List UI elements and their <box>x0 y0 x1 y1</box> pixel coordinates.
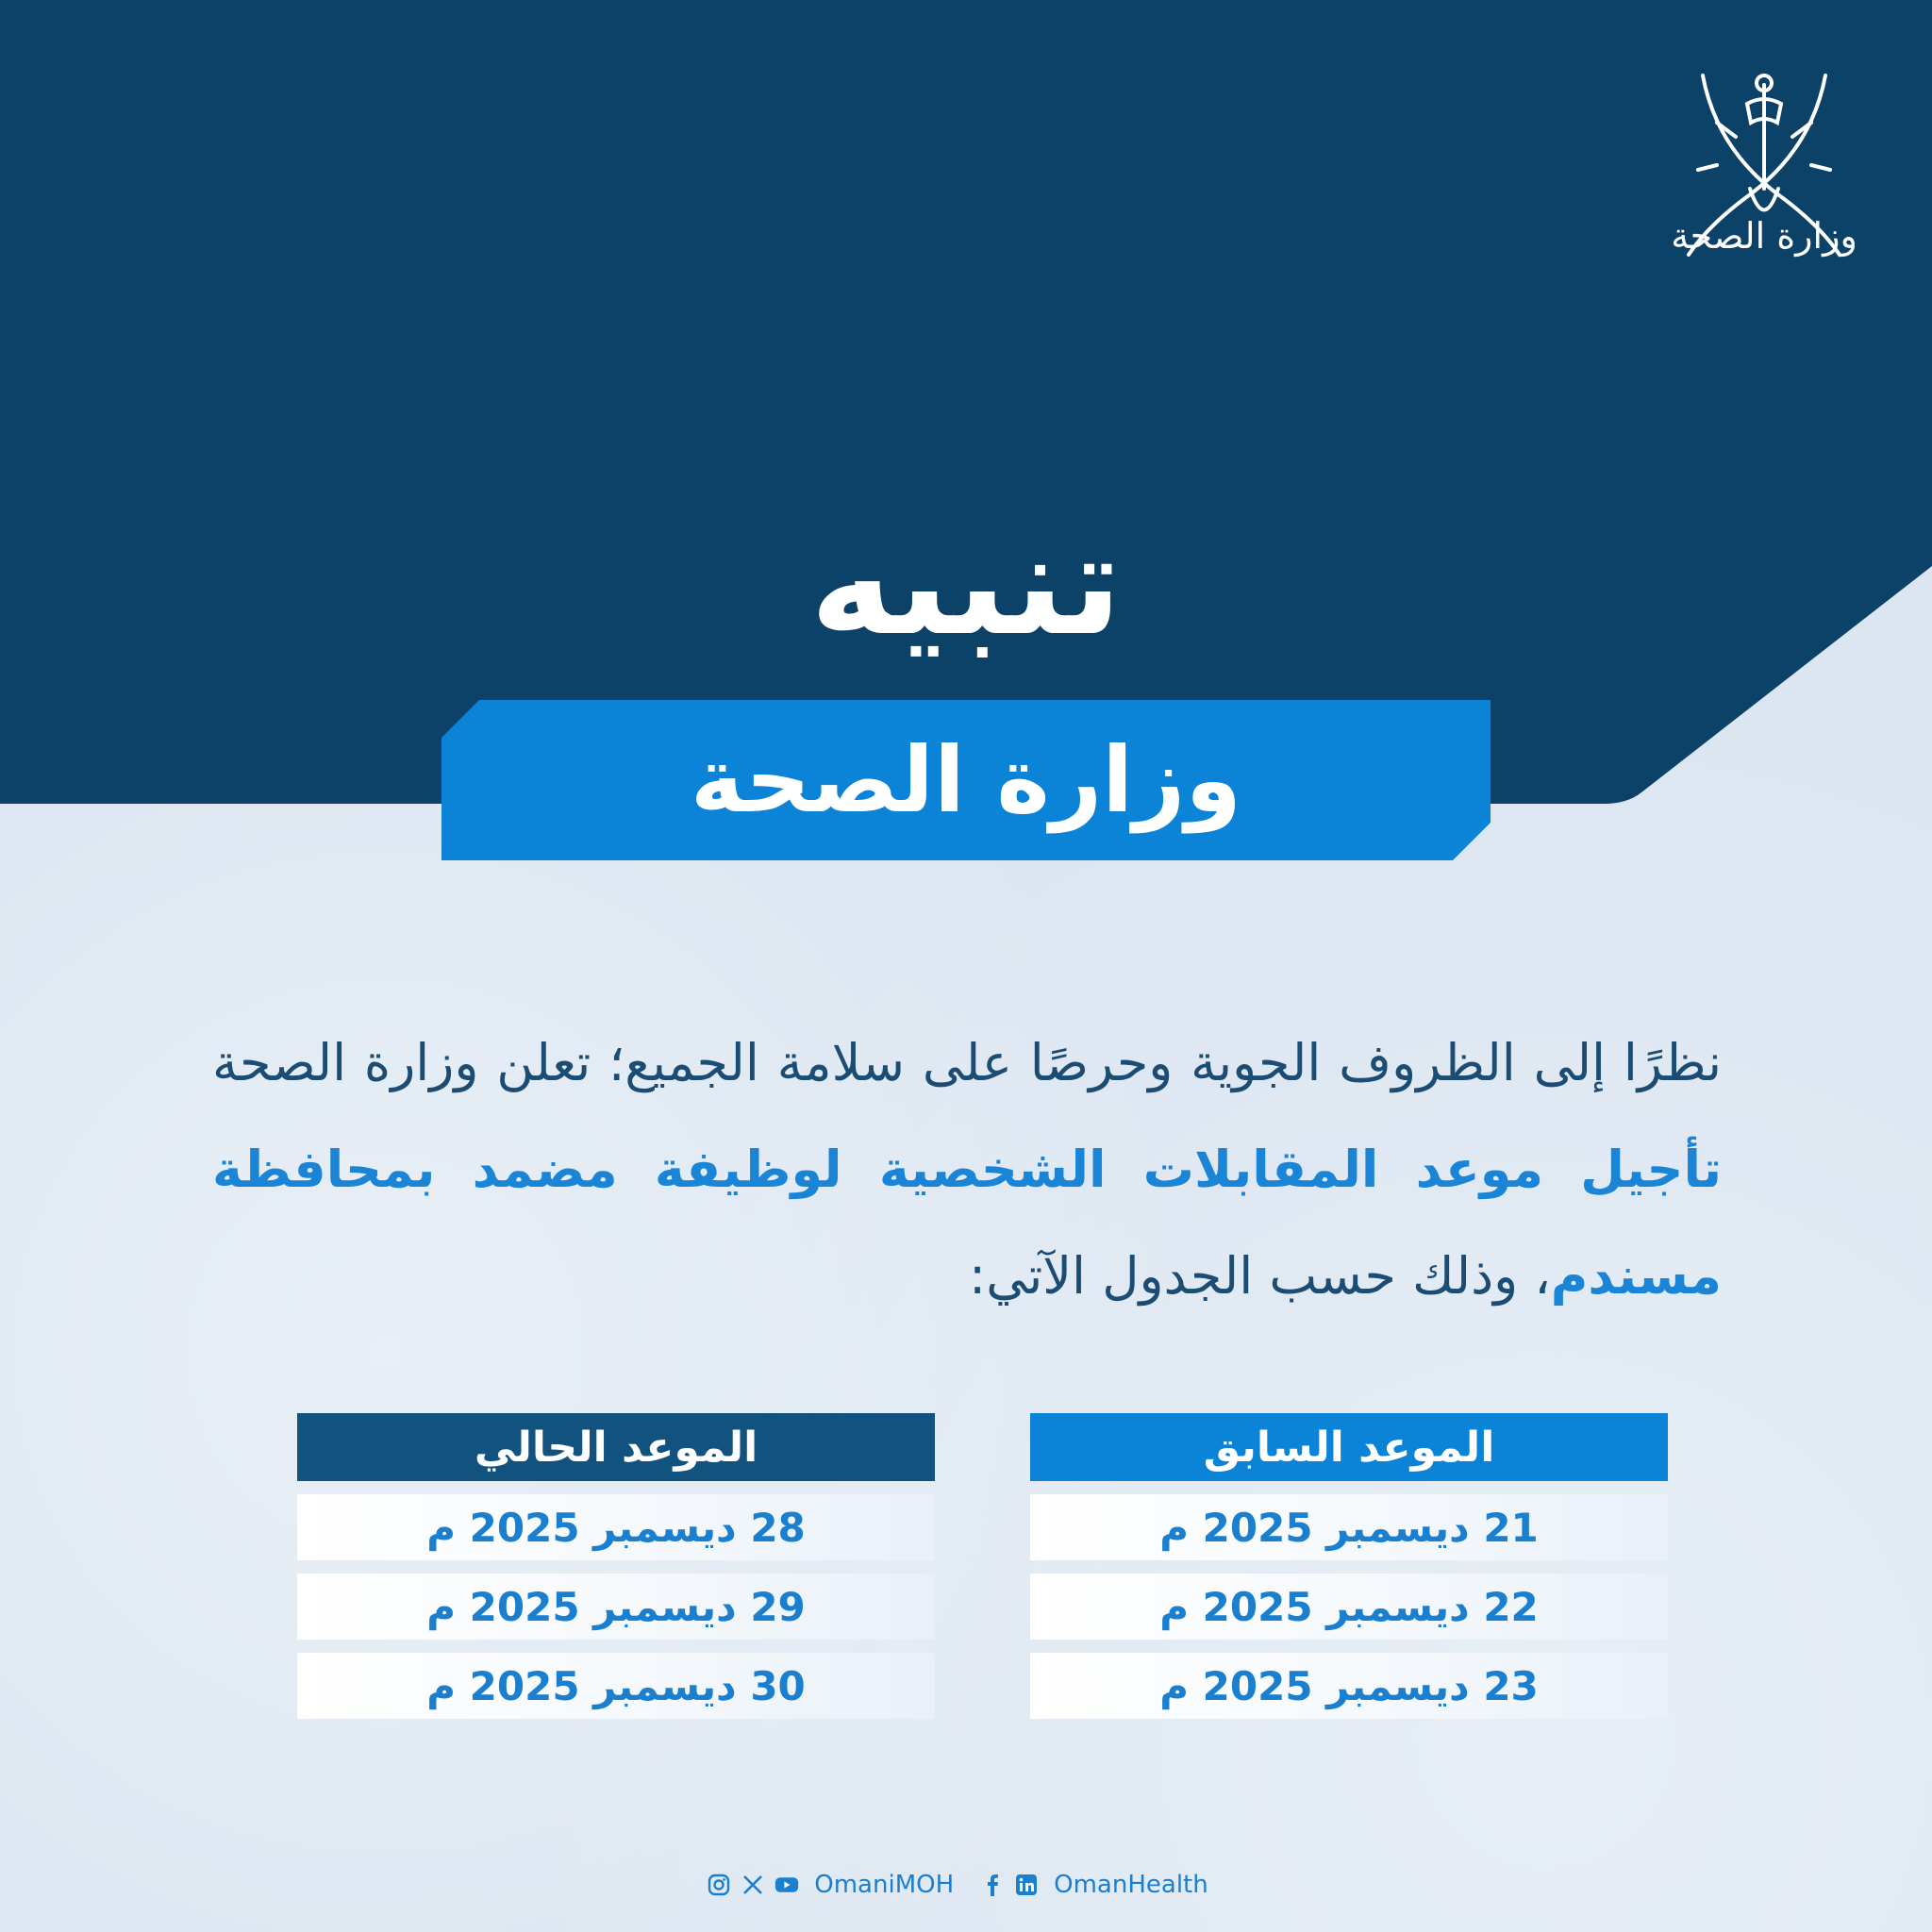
logo-wordmark: وزارة الصحة <box>1671 215 1857 257</box>
table-row: 30 ديسمبر 2025 م <box>297 1653 935 1719</box>
youtube-icon[interactable] <box>774 1873 799 1897</box>
facebook-icon[interactable] <box>980 1873 1005 1897</box>
page-title: تنبيه <box>809 503 1123 667</box>
table-row: 21 ديسمبر 2025 م <box>1030 1494 1668 1560</box>
handle-omanimoh[interactable]: OmaniMOH <box>814 1871 955 1899</box>
announcement-part-2: ، وذلك حسب الجدول الآتي: <box>969 1246 1551 1306</box>
handle-omanhealth[interactable]: OmanHealth <box>1054 1871 1208 1899</box>
social-footer <box>0 1863 1932 1907</box>
table-row: 28 ديسمبر 2025 م <box>297 1494 935 1560</box>
previous-schedule-table <box>1030 1413 1668 1719</box>
instagram-icon[interactable] <box>707 1873 731 1897</box>
current-schedule-header: الموعد الحالي <box>297 1413 935 1481</box>
x-icon[interactable] <box>741 1873 765 1897</box>
table-row: 23 ديسمبر 2025 م <box>1030 1653 1668 1719</box>
table-row: 29 ديسمبر 2025 م <box>297 1574 935 1640</box>
subtitle: وزارة الصحة <box>690 727 1242 833</box>
announcement-highlight: تأجيل موعد المقابلات الشخصية لوظيفة مضمد بمحافظة مسندم <box>212 1140 1722 1306</box>
previous-schedule-header: الموعد السابق <box>1030 1413 1668 1481</box>
linkedin-icon[interactable] <box>1014 1873 1039 1897</box>
announcement-part-1: نظرًا إلى الظروف الجوية وحرصًا على سلامة الجميع؛ تعلن وزارة الصحة <box>212 1033 1722 1092</box>
current-schedule-table <box>297 1413 935 1719</box>
table-row: 22 ديسمبر 2025 م <box>1030 1574 1668 1640</box>
announcement-text <box>212 1009 1722 1329</box>
